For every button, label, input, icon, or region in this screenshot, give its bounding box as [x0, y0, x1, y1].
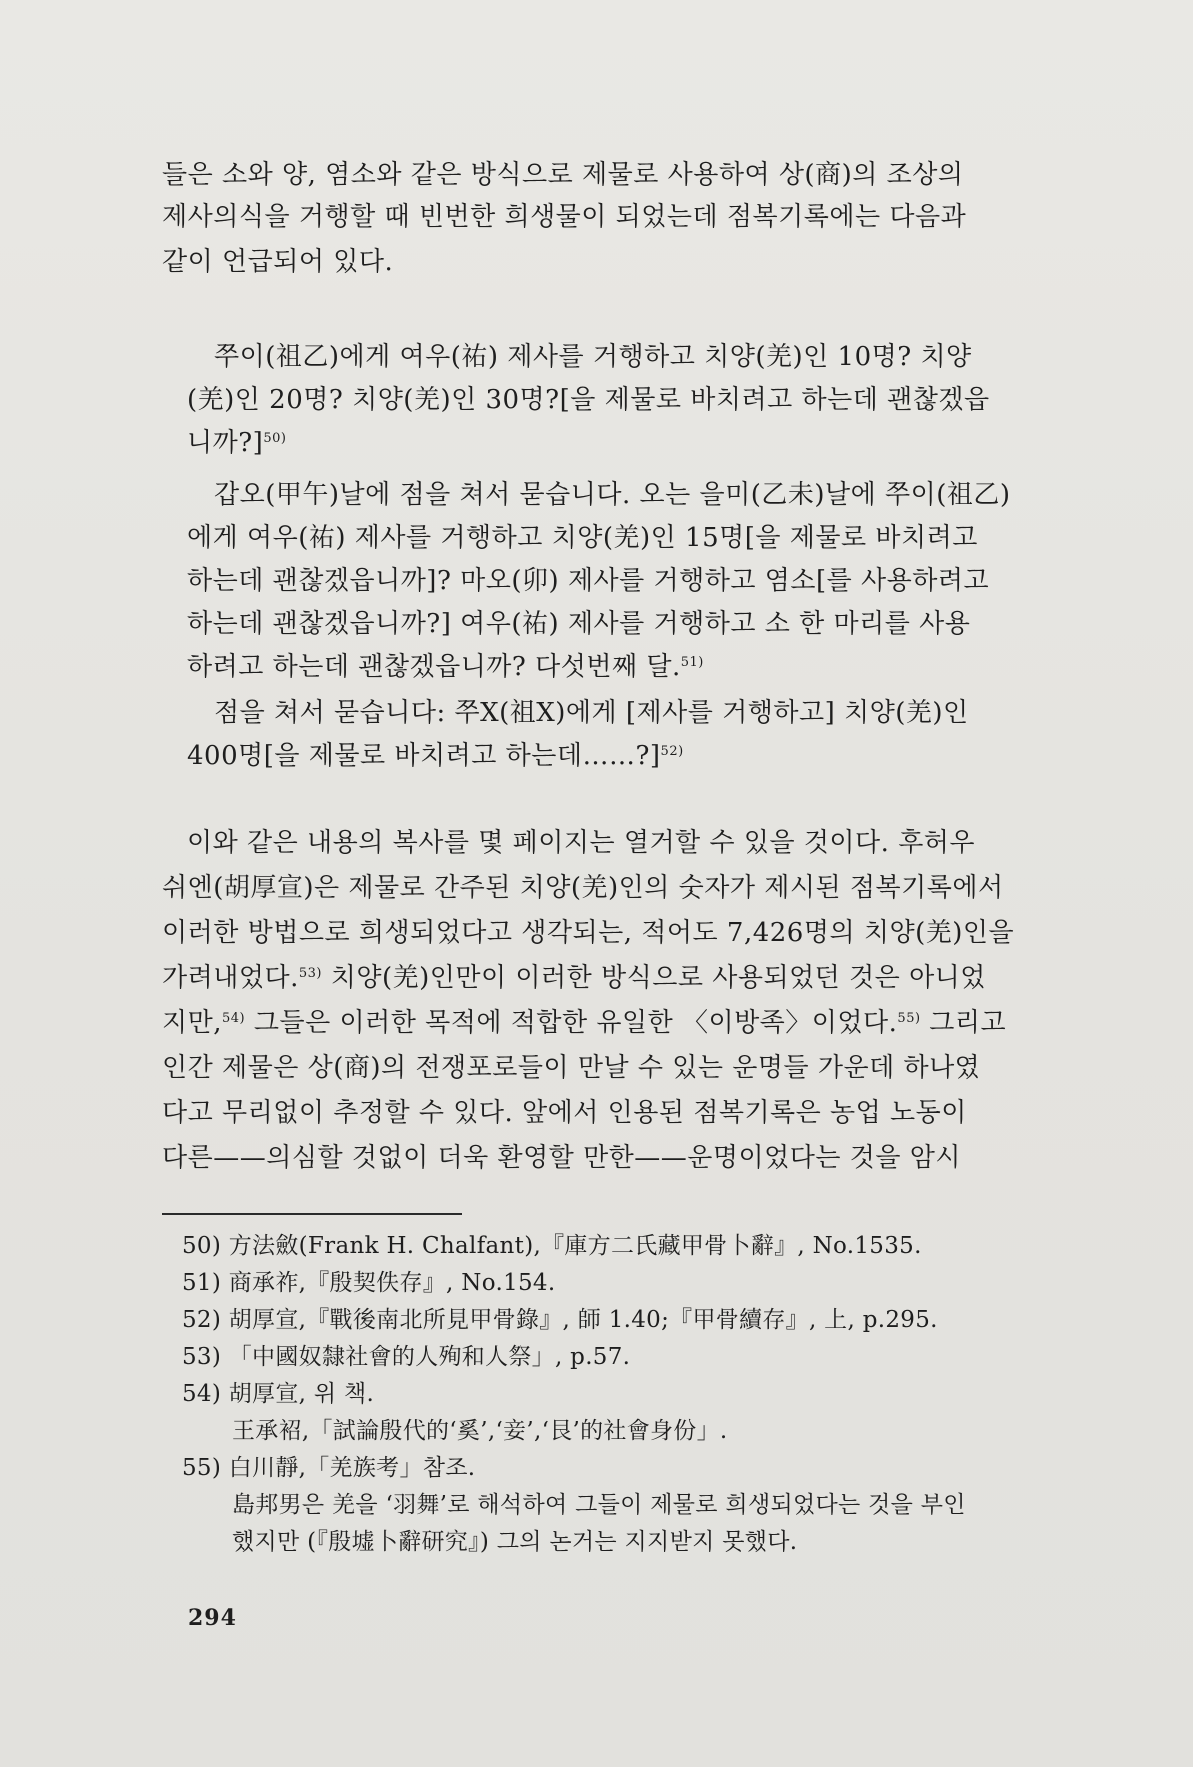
- quote-line: 하는데 괜찮겠읍니까]? 마오(卯) 제사를 거행하고 염소[를 사용하려고: [187, 566, 990, 596]
- footnote-ref-51: 51): [680, 655, 704, 670]
- text-line: 이와 같은 내용의 복사를 몇 페이지는 열거할 수 있을 것이다. 후허우: [187, 828, 976, 858]
- text-line: 지만,$^{54)}$ 그들은 이러한 목적에 적합한 유일한 〈이방족〉이었다.$^{55)}$ 그리고: [162, 1008, 1007, 1038]
- text-line: 들은 소와 양, 염소와 같은 방식으로 제물로 사용하여 상(商)의 조상의: [162, 160, 964, 190]
- footnote-ref-55: 55): [897, 1011, 921, 1026]
- text-line: 가려내었다.$^{53)}$ 치양(羌)인만이 이러한 방식으로 사용되었던 것은 아니었: [162, 963, 986, 993]
- footnote-ref-50: 50): [263, 431, 287, 446]
- footnote-55-continuation: 島邦男은 羌을 ‘羽舞’로 해석하여 그들이 제물로 희생되었다는 것을 부인: [232, 1492, 966, 1518]
- quote-line: 니까?]$^{50)}$: [187, 428, 287, 458]
- page-number: 294: [188, 1605, 237, 1631]
- text-line: 다른——의심할 것없이 더욱 환영할 만한——운명이었다는 것을 암시: [162, 1143, 961, 1173]
- footnote-ref-53: 53): [298, 966, 322, 981]
- footnote-50: 50) 方法斂(Frank H. Chalfant),『庫方二氏藏甲骨卜辭』, No.1535.: [182, 1233, 922, 1259]
- quote-line: 갑오(甲午)날에 점을 쳐서 묻습니다. 오는 을미(乙未)날에 쭈이(祖乙): [214, 480, 1011, 510]
- quote-line: 에게 여우(祐) 제사를 거행하고 치양(羌)인 15명[을 제물로 바치려고: [187, 523, 978, 553]
- text-line: 제사의식을 거행할 때 빈번한 희생물이 되었는데 점복기록에는 다음과: [162, 202, 967, 232]
- quote-line: 400명[을 제물로 바치려고 하는데……?]$^{52)}$: [187, 741, 684, 771]
- text-line: 같이 언급되어 있다.: [162, 247, 394, 277]
- quote-line: 하려고 하는데 괜찮겠읍니까? 다섯번째 달.$^{51)}$: [187, 652, 704, 682]
- footnote-54: 54) 胡厚宣, 위 책.: [182, 1381, 375, 1407]
- footnote-51: 51) 商承祚,『殷契佚存』, No.154.: [182, 1270, 556, 1296]
- text-line: 다고 무리없이 추정할 수 있다. 앞에서 인용된 점복기록은 농업 노동이: [162, 1098, 967, 1128]
- footnote-divider: [162, 1213, 462, 1215]
- quote-line: 점을 쳐서 묻습니다: 쭈X(祖X)에게 [제사를 거행하고] 치양(羌)인: [214, 698, 969, 728]
- footnote-ref-54: 54): [222, 1011, 246, 1026]
- text-line: 인간 제물은 상(商)의 전쟁포로들이 만날 수 있는 운명들 가운데 하나였: [162, 1053, 981, 1083]
- footnote-52: 52) 胡厚宣,『戰後南北所見甲骨錄』, 師 1.40;『甲骨續存』, 上, p.295.: [182, 1307, 938, 1333]
- footnote-ref-52: 52): [660, 744, 684, 759]
- quote-line: 하는데 괜찮겠읍니까?] 여우(祐) 제사를 거행하고 소 한 마리를 사용: [187, 609, 971, 639]
- quote-line: 쭈이(祖乙)에게 여우(祐) 제사를 거행하고 치양(羌)인 10명? 치양: [214, 342, 972, 372]
- quote-line: (羌)인 20명? 치양(羌)인 30명?[을 제물로 바치려고 하는데 괜찮겠읍: [187, 385, 990, 415]
- footnote-54-continuation: 王承袑,「試論殷代的‘奚’,‘妾’,‘艮’的社會身份」.: [232, 1418, 728, 1444]
- text-line: 쉬엔(胡厚宣)은 제물로 간주된 치양(羌)인의 숫자가 제시된 점복기록에서: [162, 873, 1004, 903]
- footnote-55: 55) 白川靜,「羌族考」참조.: [182, 1455, 476, 1481]
- footnote-53: 53) 「中國奴隸社會的人殉和人祭」, p.57.: [182, 1344, 631, 1370]
- footnote-55-continuation: 했지만 (『殷墟卜辭研究』) 그의 논거는 지지받지 못했다.: [232, 1529, 798, 1555]
- text-line: 이러한 방법으로 희생되었다고 생각되는, 적어도 7,426명의 치양(羌)인을: [162, 918, 1015, 948]
